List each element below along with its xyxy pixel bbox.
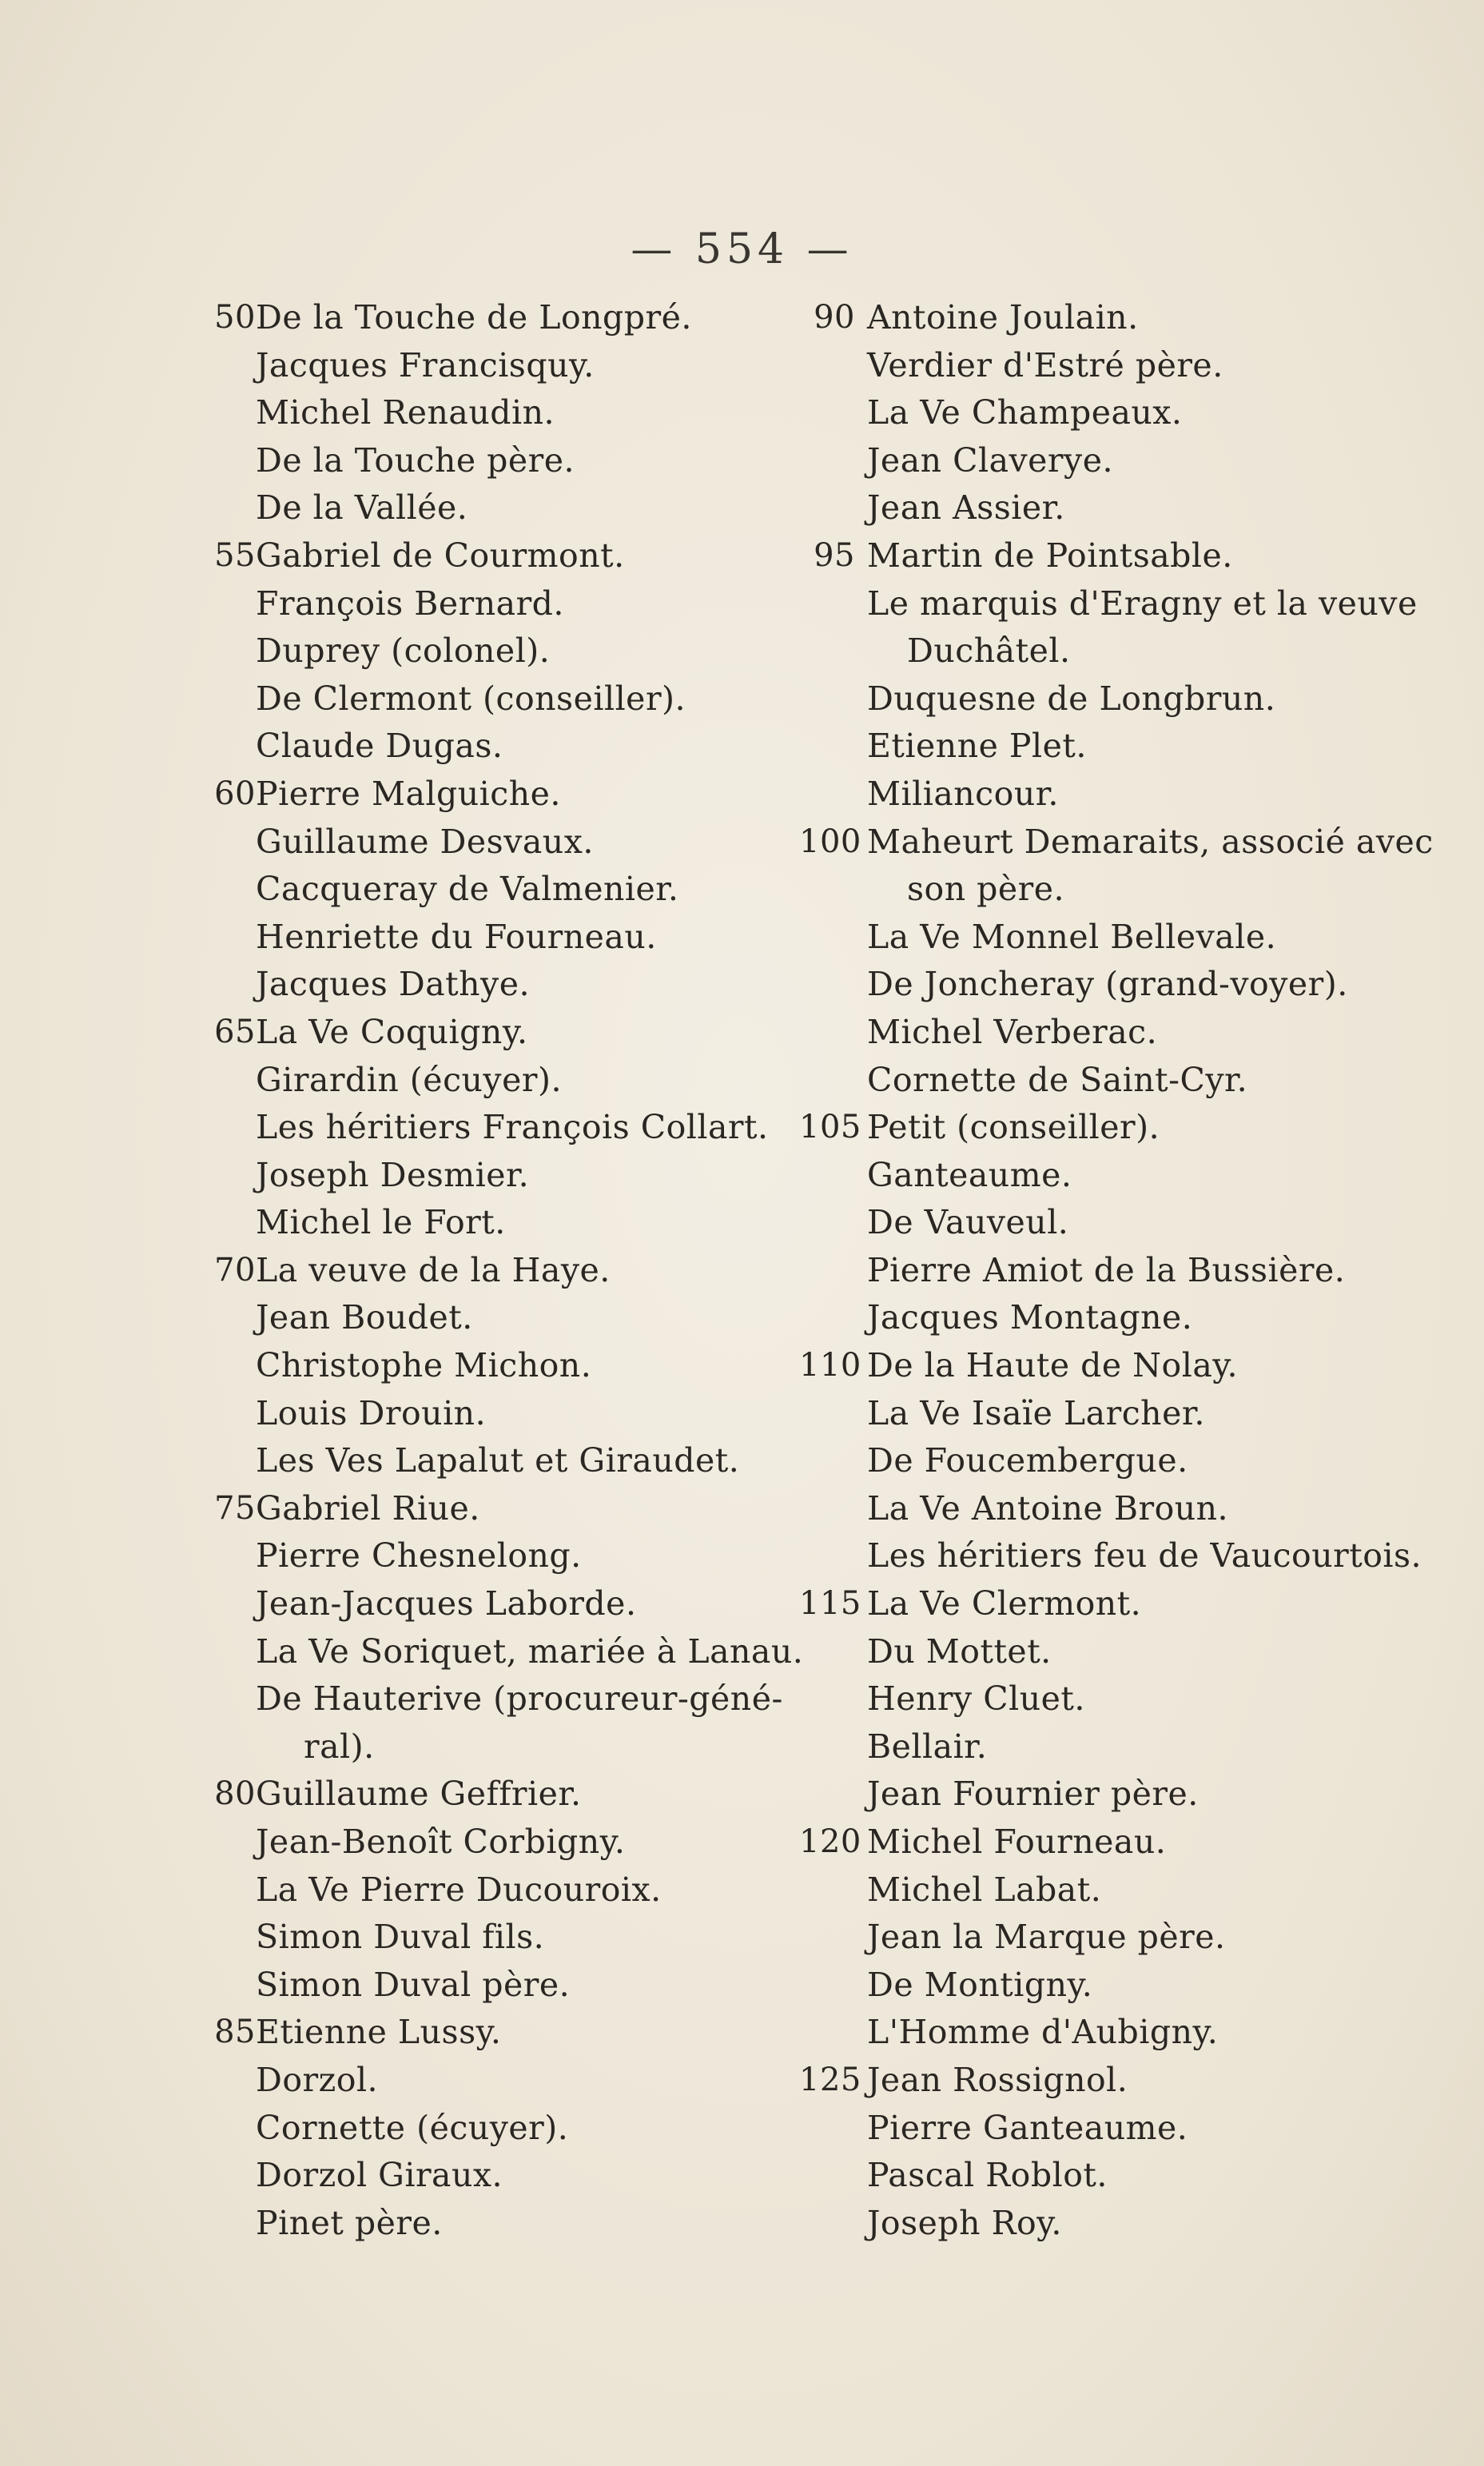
entry-name: son père. (907, 870, 1065, 909)
list-entry (192, 1057, 799, 1105)
list-entry (192, 1628, 804, 1676)
list-entry (799, 1009, 1438, 1057)
list-entry (192, 1485, 799, 1533)
list-entry (799, 1104, 1438, 1152)
entry-name: Joseph Desmier. (256, 1155, 530, 1194)
entry-name: Le marquis d'Eragny et la veuve (867, 584, 1418, 623)
list-entry (799, 2152, 1438, 2200)
entry-name: Pinet père. (256, 2203, 443, 2242)
entry-name: Pierre Ganteaume. (867, 2108, 1188, 2147)
list-entry (192, 1532, 799, 1580)
entry-name: De Joncheray (grand-voyer). (867, 965, 1348, 1004)
entry-name: Bellair. (867, 1727, 988, 1766)
entry-name: Verdier d'Estré père. (867, 345, 1223, 384)
list-entry (799, 389, 1438, 437)
list-entry (192, 771, 799, 819)
entry-name: L'Homme d'Aubigny. (867, 2013, 1219, 2052)
entry-number: 110 (799, 1347, 861, 1384)
list-entry (192, 1152, 799, 1200)
entry-name: Cornette (écuyer). (256, 2108, 569, 2147)
list-entry (192, 2057, 799, 2105)
list-entry (192, 389, 799, 437)
entry-name: De la Touche père. (256, 440, 575, 480)
entry-name: Jean-Benoît Corbigny. (256, 1823, 626, 1861)
entry-name: La Ve Champeaux. (867, 393, 1183, 432)
entry-name: Dorzol. (256, 2060, 379, 2099)
entry-number: 65 (214, 1013, 256, 1050)
entry-name: De la Touche de Longpré. (256, 298, 692, 337)
list-entry (192, 484, 799, 532)
list-entry (192, 1866, 799, 1914)
list-entry (799, 1247, 1438, 1295)
list-entry (192, 2105, 799, 2153)
list-entry (192, 1104, 799, 1152)
entry-name: Maheurt Demaraits, associé avec (867, 822, 1434, 861)
entry-name: Duchâtel. (907, 631, 1071, 671)
list-entry (799, 2057, 1438, 2105)
entry-name: Ganteaume. (867, 1155, 1072, 1194)
entry-name: Simon Duval père. (256, 1965, 571, 2004)
entry-number: 75 (214, 1489, 256, 1527)
entry-number: 50 (214, 299, 256, 336)
entry-name: Jacques Dathye. (256, 965, 530, 1004)
list-entry (192, 1342, 799, 1390)
entry-name: Michel Labat. (867, 1870, 1102, 1909)
list-entry (192, 1914, 799, 1962)
entry-number: 70 (214, 1251, 256, 1289)
entry-name: Henriette du Fourneau. (256, 917, 657, 956)
list-entry (192, 1009, 799, 1057)
list-entry (192, 1723, 799, 1771)
entry-name: Etienne Lussy. (256, 2013, 502, 2052)
list-entry (192, 675, 799, 723)
list-entry (799, 1485, 1438, 1533)
list-entry (192, 1771, 799, 1819)
list-entry (799, 437, 1438, 485)
entry-name: Jacques Francisquy. (256, 345, 595, 384)
entry-name: Christophe Michon. (256, 1346, 592, 1385)
entry-number: 120 (799, 1823, 861, 1860)
entry-name: La Ve Pierre Ducouroix. (256, 1870, 662, 1909)
entry-name: Cornette de Saint-Cyr. (867, 1060, 1248, 1099)
list-entry (192, 1294, 799, 1342)
entry-name: La veuve de la Haye. (256, 1250, 611, 1289)
list-entry (799, 1771, 1438, 1819)
entry-name: La Ve Soriquet, mariée à Lanau. (256, 1631, 804, 1671)
list-entry (192, 2009, 799, 2057)
list-entry (799, 1390, 1438, 1438)
list-entry (799, 2009, 1438, 2057)
entry-name: Duprey (colonel). (256, 631, 551, 671)
list-entry (799, 914, 1438, 962)
entry-name: Pierre Malguiche. (256, 774, 561, 813)
entry-name: Cacqueray de Valmenier. (256, 870, 679, 909)
list-entry (799, 1914, 1438, 1962)
list-entry (192, 1819, 799, 1866)
list-entry (192, 914, 799, 962)
entry-name: Pascal Roblot. (867, 2156, 1108, 2195)
entry-name: Duquesne de Longbrun. (867, 679, 1276, 718)
list-entry (192, 961, 799, 1009)
list-entry (799, 1152, 1438, 1200)
entry-name: Jean-Jacques Laborde. (256, 1584, 637, 1623)
entry-name: De Foucembergue. (867, 1441, 1188, 1480)
list-entry (799, 2200, 1438, 2248)
entry-name: Guillaume Desvaux. (256, 822, 594, 861)
list-entry (799, 1819, 1438, 1866)
entry-name: Guillaume Geffrier. (256, 1775, 582, 1814)
entry-name: La Ve Monnel Bellevale. (867, 917, 1277, 956)
list-entry (192, 723, 799, 771)
entry-name: Jean Boudet. (256, 1298, 473, 1337)
entry-name: Petit (conseiller). (867, 1108, 1160, 1147)
entry-name: ral). (304, 1727, 375, 1766)
right-column (799, 294, 1438, 2247)
entry-name: Michel Renaudin. (256, 393, 555, 432)
entry-number: 105 (799, 1109, 861, 1146)
list-entry (192, 1199, 799, 1247)
list-entry (192, 1675, 799, 1723)
list-entry (192, 580, 799, 628)
list-entry (192, 1247, 799, 1295)
list-entry (799, 771, 1438, 819)
entry-name: Joseph Roy. (867, 2203, 1062, 2242)
list-entry (799, 532, 1438, 580)
entry-name: Michel le Fort. (256, 1203, 506, 1242)
list-entry (192, 1390, 799, 1438)
entry-name: Jean la Marque père. (867, 1918, 1226, 1957)
list-entry (799, 819, 1438, 866)
list-entry (192, 294, 799, 342)
list-entry (799, 484, 1438, 532)
list-entry (799, 1532, 1438, 1580)
entry-name: De Vauveul. (867, 1203, 1069, 1242)
list-entry (192, 437, 799, 485)
entry-name: La Ve Isaïe Larcher. (867, 1393, 1205, 1432)
entry-name: Gabriel Riue. (256, 1488, 480, 1528)
list-entry (192, 2152, 799, 2200)
entry-name: La Ve Coquigny. (256, 1012, 528, 1051)
entry-name: La Ve Clermont. (867, 1584, 1142, 1623)
entry-name: Les héritiers François Collart. (256, 1108, 769, 1147)
list-entry (192, 866, 799, 914)
list-entry (192, 1580, 799, 1628)
entry-number: 100 (799, 823, 861, 860)
entry-name: Claude Dugas. (256, 727, 503, 766)
page-number: — 554 — (631, 225, 853, 273)
list-entry (799, 723, 1438, 771)
entry-name: Miliancour. (867, 774, 1059, 813)
list-entry (799, 294, 1438, 342)
entry-name: Du Mottet. (867, 1631, 1052, 1671)
entry-name: Dorzol Giraux. (256, 2156, 503, 2195)
entry-name: De Hauterive (procureur-géné- (256, 1679, 783, 1719)
list-entry (799, 675, 1438, 723)
list-entry (799, 1342, 1438, 1390)
list-entry (192, 819, 799, 866)
list-entry (799, 1628, 1438, 1676)
entry-name: Pierre Amiot de la Bussière. (867, 1250, 1346, 1289)
entry-number: 60 (214, 775, 256, 812)
entry-name: De la Haute de Nolay. (867, 1346, 1239, 1385)
list-entry (192, 2200, 799, 2248)
list-entry (799, 1675, 1438, 1723)
entry-name: Antoine Joulain. (867, 298, 1139, 337)
entry-name: Martin de Pointsable. (867, 536, 1233, 575)
entry-number: 115 (799, 1585, 861, 1623)
entry-name: François Bernard. (256, 584, 564, 623)
entry-name: Jacques Montagne. (867, 1298, 1193, 1337)
entry-name: Simon Duval fils. (256, 1918, 545, 1957)
entry-name: Gabriel de Courmont. (256, 536, 625, 575)
list-entry (799, 1057, 1438, 1105)
entry-name: Michel Fourneau. (867, 1823, 1167, 1861)
entry-name: Henry Cluet. (867, 1679, 1085, 1719)
entry-name: Les Ves Lapalut et Giraudet. (256, 1441, 740, 1480)
list-entry (799, 1199, 1438, 1247)
entry-name: De la Vallée. (256, 488, 468, 528)
entry-number: 85 (214, 2014, 256, 2051)
entry-number: 90 (814, 299, 855, 336)
list-entry (799, 1580, 1438, 1628)
entry-name: Pierre Chesnelong. (256, 1536, 582, 1576)
left-column (192, 294, 804, 2247)
entry-name: Etienne Plet. (867, 727, 1087, 766)
entry-number: 125 (799, 2061, 861, 2098)
entry-name: De Montigny. (867, 1965, 1093, 2004)
list-entry (192, 1962, 799, 2010)
entry-number: 55 (214, 536, 256, 574)
list-entry (192, 627, 799, 675)
list-entry (799, 627, 1438, 675)
entry-name: Jean Claverye. (867, 440, 1113, 480)
entry-name: Jean Fournier père. (867, 1775, 1199, 1814)
entry-name: Jean Assier. (867, 488, 1065, 528)
entry-name: Les héritiers feu de Vaucourtois. (867, 1536, 1422, 1576)
entry-number: 95 (814, 536, 855, 574)
entry-name: Jean Rossignol. (867, 2060, 1128, 2099)
entry-name: Michel Verberac. (867, 1012, 1158, 1051)
entry-name: La Ve Antoine Broun. (867, 1488, 1229, 1528)
entry-number: 80 (214, 1775, 256, 1813)
entry-name: De Clermont (conseiller). (256, 679, 686, 718)
entry-name: Girardin (écuyer). (256, 1060, 562, 1099)
list-entry (799, 1294, 1438, 1342)
list-entry (799, 1962, 1438, 2010)
list-entry (192, 342, 799, 390)
list-entry (799, 1723, 1438, 1771)
list-entry (799, 2105, 1438, 2153)
entry-name: Louis Drouin. (256, 1393, 487, 1432)
list-entry (799, 580, 1438, 628)
list-entry (192, 532, 799, 580)
list-entry (192, 1437, 799, 1485)
list-entry (799, 1437, 1438, 1485)
list-entry (799, 342, 1438, 390)
list-entry (799, 1866, 1438, 1914)
list-entry (799, 961, 1438, 1009)
list-entry (799, 866, 1438, 914)
